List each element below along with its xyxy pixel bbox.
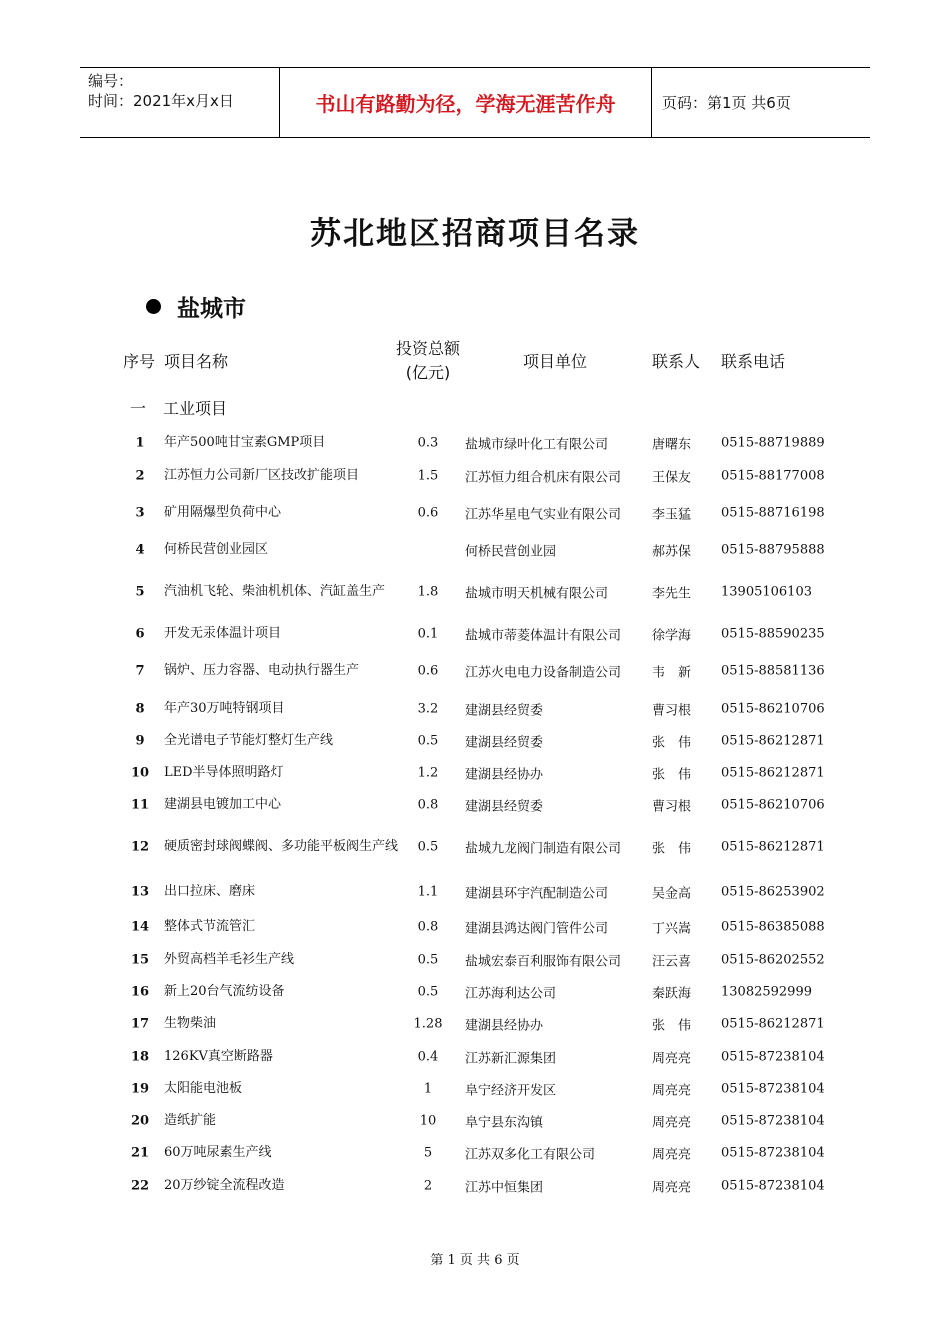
project-name: 20万纱锭全流程改造 bbox=[164, 1178, 285, 1193]
project-unit: 建湖县环宇汽配制造公司 bbox=[465, 886, 609, 902]
row-number: 3 bbox=[135, 505, 145, 521]
contact-person: 周亮亮 bbox=[652, 1051, 692, 1067]
investment-amount: 0.8 bbox=[417, 797, 439, 813]
row-number: 6 bbox=[135, 626, 145, 642]
project-unit: 江苏恒力组合机床有限公司 bbox=[465, 470, 622, 486]
investment-amount: 0.4 bbox=[417, 1049, 439, 1065]
table-row bbox=[0, 1173, 950, 1199]
column-header-no: 序号 bbox=[123, 352, 156, 371]
contact-person: 周亮亮 bbox=[652, 1083, 692, 1099]
contact-person: 周亮亮 bbox=[652, 1180, 692, 1196]
project-unit: 江苏新汇源集团 bbox=[465, 1051, 557, 1067]
row-number: 21 bbox=[130, 1145, 150, 1161]
row-number: 16 bbox=[130, 984, 150, 1000]
investment-amount: 1.2 bbox=[417, 765, 439, 781]
contact-person: 韦 新 bbox=[652, 665, 692, 681]
contact-person: 张 伟 bbox=[652, 841, 692, 857]
project-name: 造纸扩能 bbox=[164, 1113, 217, 1128]
contact-phone: 0515-88795888 bbox=[721, 542, 825, 558]
table-row bbox=[0, 728, 950, 754]
row-number: 19 bbox=[130, 1081, 150, 1097]
project-name: 汽油机飞轮、柴油机机体、汽缸盖生产 bbox=[164, 584, 386, 599]
header-motto: 书山有路勤为径，学海无涯苦作舟 bbox=[280, 68, 652, 137]
table-row bbox=[0, 658, 950, 684]
contact-person: 周亮亮 bbox=[652, 1115, 692, 1131]
row-number: 4 bbox=[135, 542, 145, 558]
project-name: LED半导体照明路灯 bbox=[164, 765, 284, 780]
contact-person: 徐学海 bbox=[652, 628, 692, 644]
project-name: 锅炉、压力容器、电动执行器生产 bbox=[164, 663, 360, 678]
table-row bbox=[0, 1076, 950, 1102]
row-number: 14 bbox=[130, 919, 150, 935]
project-unit: 阜宁县东沟镇 bbox=[465, 1115, 544, 1131]
project-name: 出口拉床、磨床 bbox=[164, 884, 256, 899]
investment-amount: 0.8 bbox=[417, 919, 439, 935]
column-header-amount bbox=[392, 337, 464, 385]
section-label: 工业项目 bbox=[163, 399, 228, 418]
project-name: 硬质密封球阀蝶阀、多功能平板阀生产线 bbox=[164, 839, 399, 854]
contact-person: 王保友 bbox=[652, 470, 692, 486]
contact-person: 张 伟 bbox=[652, 767, 692, 783]
table-row bbox=[0, 760, 950, 786]
table-row bbox=[0, 430, 950, 456]
table-row bbox=[0, 879, 950, 905]
row-number: 8 bbox=[135, 701, 145, 717]
row-number: 10 bbox=[130, 765, 150, 781]
investment-amount: 0.1 bbox=[417, 626, 439, 642]
table-row bbox=[0, 537, 950, 563]
row-number: 20 bbox=[130, 1113, 150, 1129]
row-number: 1 bbox=[135, 435, 145, 451]
contact-phone: 0515-88719889 bbox=[721, 435, 825, 451]
contact-phone: 0515-86212871 bbox=[721, 839, 825, 855]
contact-person: 周亮亮 bbox=[652, 1147, 692, 1163]
contact-phone: 0515-87238104 bbox=[721, 1081, 825, 1097]
contact-phone: 0515-88177008 bbox=[721, 468, 825, 484]
table-row bbox=[0, 792, 950, 818]
project-unit: 建湖县鸿达阀门管件公司 bbox=[465, 921, 609, 937]
contact-phone: 0515-86212871 bbox=[721, 765, 825, 781]
page-header bbox=[80, 67, 870, 138]
city-heading bbox=[146, 290, 246, 323]
row-number: 18 bbox=[130, 1049, 150, 1065]
row-number: 17 bbox=[130, 1016, 150, 1032]
row-number: 22 bbox=[130, 1178, 150, 1194]
project-unit: 盐城宏泰百利服饰有限公司 bbox=[465, 954, 622, 970]
project-unit: 何桥民营创业园 bbox=[465, 544, 557, 560]
project-unit: 盐城市明天机械有限公司 bbox=[465, 586, 609, 602]
header-page-info: 页码：第1页 共6页 bbox=[662, 94, 791, 112]
column-header-amount-line2: (亿元) bbox=[405, 363, 451, 382]
header-time: 时间：2021年x月x日 bbox=[88, 92, 234, 110]
investment-amount: 3.2 bbox=[417, 701, 439, 717]
project-name: 太阳能电池板 bbox=[164, 1081, 243, 1096]
project-unit: 盐城市绿叶化工有限公司 bbox=[465, 437, 609, 453]
contact-person: 张 伟 bbox=[652, 1018, 692, 1034]
investment-amount: 1.28 bbox=[413, 1016, 443, 1032]
table-row bbox=[0, 621, 950, 647]
row-number: 5 bbox=[135, 584, 145, 600]
contact-phone: 0515-87238104 bbox=[721, 1049, 825, 1065]
table-row bbox=[0, 947, 950, 973]
investment-amount: 1.8 bbox=[417, 584, 439, 600]
contact-person: 李先生 bbox=[652, 586, 692, 602]
contact-person: 郝苏保 bbox=[652, 544, 692, 560]
table-row bbox=[0, 696, 950, 722]
project-unit: 江苏华星电气实业有限公司 bbox=[465, 507, 622, 523]
contact-phone: 0515-86385088 bbox=[721, 919, 825, 935]
project-name: 建湖县电镀加工中心 bbox=[164, 797, 282, 812]
project-name: 江苏恒力公司新厂区技改扩能项目 bbox=[164, 468, 360, 483]
contact-phone: 0515-87238104 bbox=[721, 1113, 825, 1129]
city-name: 盐城市 bbox=[177, 295, 246, 322]
contact-person: 秦跃海 bbox=[652, 986, 692, 1002]
section-heading bbox=[130, 396, 227, 419]
project-unit: 江苏海利达公司 bbox=[465, 986, 557, 1002]
project-unit: 盐城市蒂菱体温计有限公司 bbox=[465, 628, 622, 644]
contact-phone: 0515-87238104 bbox=[721, 1178, 825, 1194]
column-header-amount-line1: 投资总额 bbox=[395, 339, 460, 358]
investment-amount: 0.5 bbox=[417, 733, 439, 749]
contact-person: 曹习根 bbox=[652, 799, 692, 815]
investment-amount: 0.6 bbox=[417, 505, 439, 521]
contact-phone: 0515-86210706 bbox=[721, 701, 825, 717]
contact-person: 李玉猛 bbox=[652, 507, 692, 523]
investment-amount: 5 bbox=[423, 1145, 433, 1161]
project-name: 开发无汞体温计项目 bbox=[164, 626, 282, 641]
project-name: 年产30万吨特钢项目 bbox=[164, 701, 285, 716]
row-number: 12 bbox=[130, 839, 150, 855]
column-header-phone: 联系电话 bbox=[721, 352, 786, 371]
column-header-unit: 项目单位 bbox=[523, 352, 588, 371]
project-name: 全光谱电子节能灯整灯生产线 bbox=[164, 733, 334, 748]
project-unit: 建湖县经协办 bbox=[465, 1018, 544, 1034]
project-name: 新上20台气流纺设备 bbox=[164, 984, 285, 999]
project-unit: 江苏中恒集团 bbox=[465, 1180, 544, 1196]
contact-phone: 0515-88581136 bbox=[721, 663, 825, 679]
contact-person: 曹习根 bbox=[652, 703, 692, 719]
contact-phone: 0515-88590235 bbox=[721, 626, 825, 642]
table-row bbox=[0, 463, 950, 489]
column-header-contact: 联系人 bbox=[652, 352, 701, 371]
row-number: 9 bbox=[135, 733, 145, 749]
investment-amount: 0.5 bbox=[417, 839, 439, 855]
contact-person: 丁兴嵩 bbox=[652, 921, 692, 937]
project-unit: 建湖县经贸委 bbox=[465, 799, 544, 815]
row-number: 7 bbox=[135, 663, 145, 679]
investment-amount: 10 bbox=[419, 1113, 437, 1129]
project-unit: 建湖县经协办 bbox=[465, 767, 544, 783]
contact-person: 吴金高 bbox=[652, 886, 692, 902]
header-meta bbox=[80, 68, 280, 137]
table-row bbox=[0, 979, 950, 1005]
investment-amount: 1.5 bbox=[417, 468, 439, 484]
document-title: 苏北地区招商项目名录 bbox=[310, 216, 640, 252]
contact-phone: 0515-88716198 bbox=[721, 505, 825, 521]
table-row bbox=[0, 1140, 950, 1166]
row-number: 15 bbox=[130, 952, 150, 968]
contact-phone: 0515-86253902 bbox=[721, 884, 825, 900]
contact-phone: 0515-86202552 bbox=[721, 952, 825, 968]
header-number: 编号： bbox=[88, 72, 134, 90]
table-row bbox=[0, 1108, 950, 1134]
table-row bbox=[0, 1044, 950, 1070]
contact-phone: 13905106103 bbox=[721, 584, 812, 600]
table-row bbox=[0, 1011, 950, 1037]
contact-phone: 0515-86212871 bbox=[721, 1016, 825, 1032]
contact-phone: 0515-86212871 bbox=[721, 733, 825, 749]
project-name: 外贸高档羊毛衫生产线 bbox=[164, 952, 295, 967]
page-footer: 第 1 页 共 6 页 bbox=[430, 1253, 520, 1268]
row-number: 11 bbox=[130, 797, 150, 813]
project-unit: 江苏火电电力设备制造公司 bbox=[465, 665, 622, 681]
investment-amount: 0.5 bbox=[417, 952, 439, 968]
row-number: 2 bbox=[135, 468, 145, 484]
contact-person: 唐曙东 bbox=[652, 437, 692, 453]
table-row bbox=[0, 567, 950, 617]
project-name: 整体式节流管汇 bbox=[164, 919, 256, 934]
bullet-icon bbox=[146, 299, 161, 314]
investment-amount: 0.6 bbox=[417, 663, 439, 679]
project-unit: 江苏双多化工有限公司 bbox=[465, 1147, 596, 1163]
project-unit: 建湖县经贸委 bbox=[465, 735, 544, 751]
investment-amount: 2 bbox=[423, 1178, 433, 1194]
contact-person: 张 伟 bbox=[652, 735, 692, 751]
table-row bbox=[0, 914, 950, 940]
investment-amount: 0.5 bbox=[417, 984, 439, 1000]
project-name: 矿用隔爆型负荷中心 bbox=[164, 505, 282, 520]
investment-amount: 1 bbox=[423, 1081, 433, 1097]
row-number: 13 bbox=[130, 884, 150, 900]
project-name: 126KV真空断路器 bbox=[164, 1049, 273, 1064]
contact-phone: 0515-86210706 bbox=[721, 797, 825, 813]
project-name: 60万吨尿素生产线 bbox=[164, 1145, 272, 1160]
project-name: 何桥民营创业园区 bbox=[164, 542, 269, 557]
project-unit: 建湖县经贸委 bbox=[465, 703, 544, 719]
contact-phone: 0515-87238104 bbox=[721, 1145, 825, 1161]
project-name: 年产500吨甘宝素GMP项目 bbox=[164, 435, 326, 450]
investment-amount: 0.3 bbox=[417, 435, 439, 451]
column-header-name: 项目名称 bbox=[164, 352, 229, 371]
contact-phone: 13082592999 bbox=[721, 984, 812, 1000]
section-number: 一 bbox=[130, 399, 147, 418]
contact-person: 汪云喜 bbox=[652, 954, 692, 970]
table-row bbox=[0, 822, 950, 872]
project-unit: 盐城九龙阀门制造有限公司 bbox=[465, 841, 622, 857]
table-row bbox=[0, 500, 950, 526]
project-unit: 阜宁经济开发区 bbox=[465, 1083, 557, 1099]
project-name: 生物柴油 bbox=[164, 1016, 217, 1031]
investment-amount: 1.1 bbox=[417, 884, 439, 900]
